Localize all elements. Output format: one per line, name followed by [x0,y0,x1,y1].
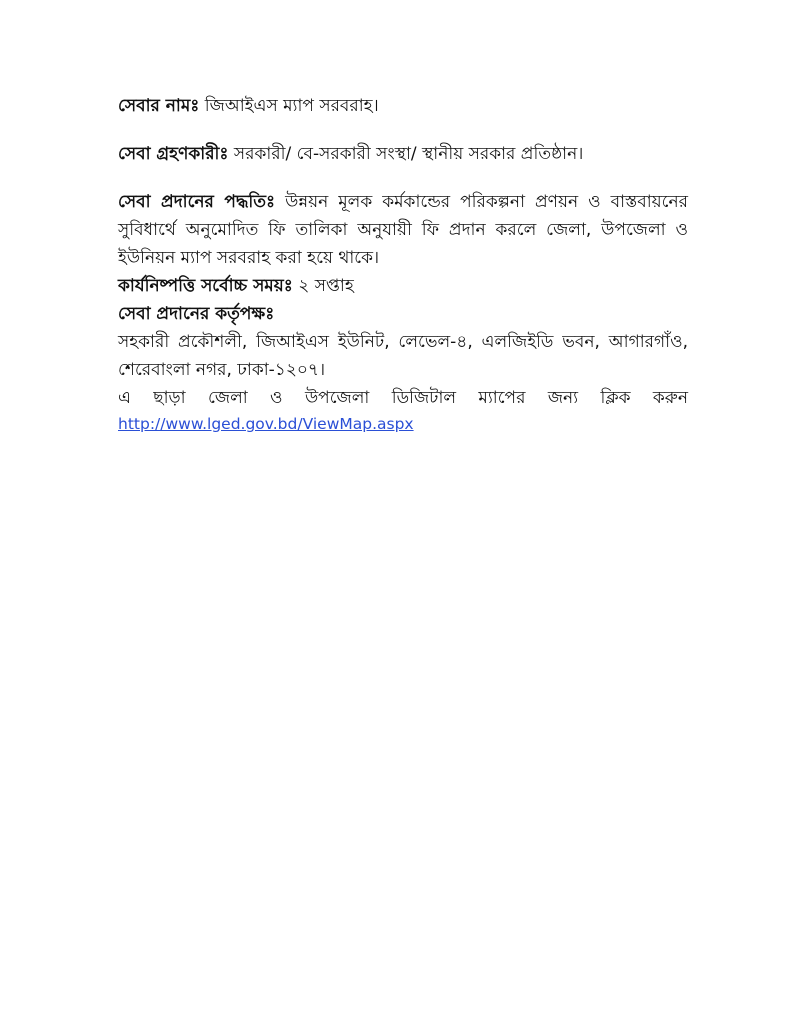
service-method-label: সেবা প্রদানের পদ্ধতিঃ [118,192,276,212]
service-recipient-label: সেবা গ্রহণকারীঃ [118,144,229,164]
digital-map-link[interactable]: http://www.lged.gov.bd/ViewMap.aspx [118,415,414,433]
max-time-line [118,272,688,300]
service-method-paragraph [118,188,688,272]
authority-label: সেবা প্রদানের কর্তৃপক্ষঃ [118,304,275,324]
authority-heading [118,300,688,328]
digital-map-text: এ ছাড়া জেলা ও উপজেলা ডিজিটাল ম্যাপের জন্য ক্লিক করুন [118,388,688,408]
service-name-label: সেবার নামঃ [118,96,200,116]
authority-address: সহকারী প্রকৌশলী, জিআইএস ইউনিট, লেভেল-৪, এলজিইডি ভবন, আগারগাঁও, শেরেবাংলা নগর, ঢাকা-১২০৭। [118,332,688,380]
service-recipient-line [118,140,688,168]
max-time-label: কার্যনিষ্পত্তি সর্বোচ্চ সময়ঃ [118,276,293,296]
service-recipient-value: সরকারী/ বে-সরকারী সংস্থা/ স্থানীয় সরকার প্রতিষ্ঠান। [233,144,584,164]
service-name-line [118,92,688,120]
max-time-value: ২ সপ্তাহ [298,276,354,296]
document-body [118,92,688,436]
service-name-value: জিআইএস ম্যাপ সরবরাহ। [204,96,379,116]
service-method-value: উন্নয়ন মূলক কর্মকান্ডের পরিকল্পনা প্রণয়ন ও বাস্তবায়নের সুবিধার্থে অনুমোদিত ফি তালিকা অনুযায়ী ফি প্রদান করলে জেলা, উপজেলা ও ইউনিয়ন ম্যাপ সরবরাহ করা হয়ে থাকে। [118,192,688,268]
